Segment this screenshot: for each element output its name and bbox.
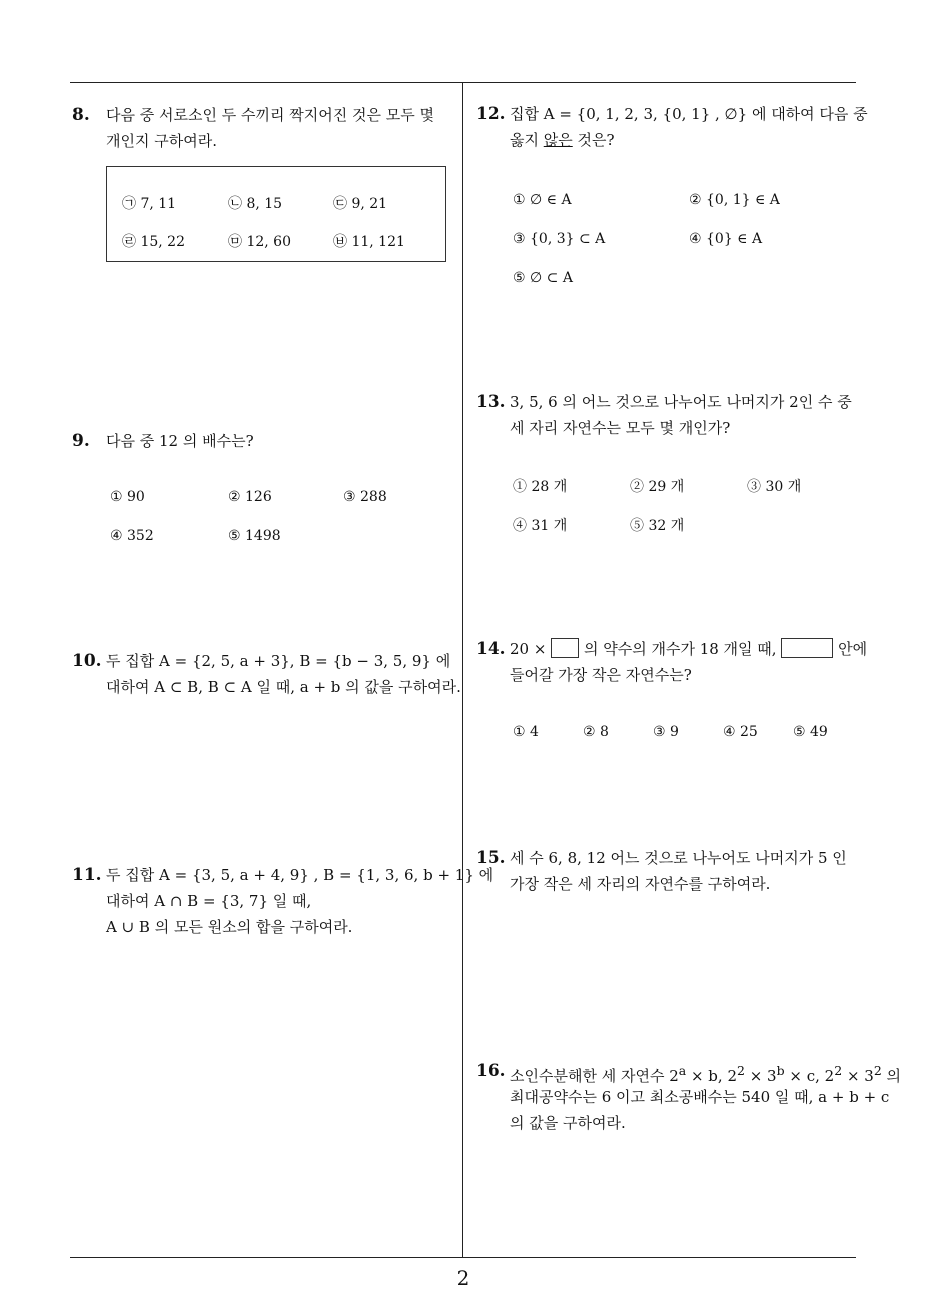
question-text-line: 20 × 의 약수의 개수가 18 개일 때, 안에	[510, 640, 868, 658]
question-text-line: 옳지 않은 것은?	[510, 131, 615, 149]
option: ② 29 개	[630, 479, 685, 495]
option: ① 90	[110, 489, 145, 505]
question-text-line: 의 값을 구하여라.	[510, 1114, 626, 1132]
blank-box	[551, 638, 579, 658]
option: ③ 9	[653, 724, 679, 740]
option: ④ {0} ∈ A	[689, 231, 763, 247]
question-9	[72, 428, 452, 458]
question-number: 11.	[72, 865, 102, 885]
box-item: ㉠ 7, 11	[122, 196, 177, 212]
option: ① 28 개	[513, 479, 568, 495]
question-number: 14.	[476, 639, 506, 659]
option: ② {0, 1} ∈ A	[689, 192, 780, 208]
question-text-line: 두 집합 A = {3, 5, a + 4, 9} , B = {1, 3, 6, b + 1} 에	[106, 866, 494, 884]
blank-box	[781, 638, 833, 658]
box-item: ㉥ 11, 121	[333, 234, 405, 250]
option: ⑤ 32 개	[630, 518, 685, 534]
question-text-line: 대하여 A ⊂ B, B ⊂ A 일 때, a + b 의 값을 구하여라.	[106, 678, 461, 696]
option: ② 8	[583, 724, 609, 740]
question-15	[476, 845, 866, 901]
top-rule	[70, 82, 856, 83]
question-12	[476, 101, 866, 157]
question-text-line: 최대공약수는 6 이고 최소공배수는 540 일 때, a + b + c	[510, 1088, 890, 1106]
question-number: 12.	[476, 104, 506, 124]
question-text-line: 두 집합 A = {2, 5, a + 3}, B = {b − 3, 5, 9} 에	[106, 652, 451, 670]
option: ④ 352	[110, 528, 154, 544]
option: ⑤ ∅ ⊂ A	[513, 270, 573, 286]
question-text-line: 대하여 A ∩ B = {3, 7} 일 때,	[106, 892, 312, 910]
option: ④ 25	[723, 724, 758, 740]
question-11	[72, 862, 494, 944]
question-text-line: 개인지 구하여라.	[106, 132, 217, 150]
option: ⑤ 1498	[228, 528, 281, 544]
question-text-line: 가장 작은 세 자리의 자연수를 구하여라.	[510, 875, 771, 893]
page-number: 2	[456, 1266, 470, 1290]
question-text-line: 세 자리 자연수는 모두 몇 개인가?	[510, 419, 731, 437]
question-number: 16.	[476, 1061, 506, 1081]
bottom-rule	[70, 1257, 856, 1258]
option: ③ 288	[343, 489, 387, 505]
question-number: 9.	[72, 431, 90, 451]
underlined-word: 않은	[543, 131, 573, 149]
question-text-line: 집합 A = {0, 1, 2, 3, {0, 1} , ∅} 에 대하여 다음 중	[510, 105, 868, 123]
question-number: 8.	[72, 105, 90, 125]
option: ④ 31 개	[513, 518, 568, 534]
question-text-line: 다음 중 12 의 배수는?	[106, 432, 254, 450]
question-text-line: A ∪ B 의 모든 원소의 합을 구하여라.	[106, 918, 353, 936]
question-number: 15.	[476, 848, 506, 868]
question-16	[476, 1058, 902, 1140]
option: ① ∅ ∈ A	[513, 192, 572, 208]
box-item: ㉢ 9, 21	[333, 196, 388, 212]
question-text-line: 소인수분해한 세 자연수 $2^a \times b$, $2^2 \times 3^b \times c$, $2^2 \times 3^2$ 의	[510, 1063, 902, 1085]
question-number: 10.	[72, 651, 102, 671]
question-text-line: 들어갈 가장 작은 자연수는?	[510, 666, 692, 684]
box-item: ㉤ 12, 60	[228, 234, 291, 250]
option: ② 126	[228, 489, 272, 505]
question-text-line: 다음 중 서로소인 두 수끼리 짝지어진 것은 모두 몇	[106, 106, 434, 124]
box-item: ㉡ 8, 15	[228, 196, 283, 212]
question-8	[72, 102, 452, 162]
option: ③ 30 개	[747, 479, 802, 495]
question-text-line: 3, 5, 6 의 어느 것으로 나누어도 나머지가 2인 수 중	[510, 393, 852, 411]
question-10	[72, 648, 461, 704]
option: ⑤ 49	[793, 724, 828, 740]
column-divider	[462, 82, 463, 1258]
question-13	[476, 389, 866, 445]
option: ③ {0, 3} ⊂ A	[513, 231, 606, 247]
box-item: ㉣ 15, 22	[122, 234, 185, 250]
option: ① 4	[513, 724, 539, 740]
question-text-line: 세 수 6, 8, 12 어느 것으로 나누어도 나머지가 5 인	[510, 849, 847, 867]
question-number: 13.	[476, 392, 506, 412]
question-14	[476, 636, 866, 692]
